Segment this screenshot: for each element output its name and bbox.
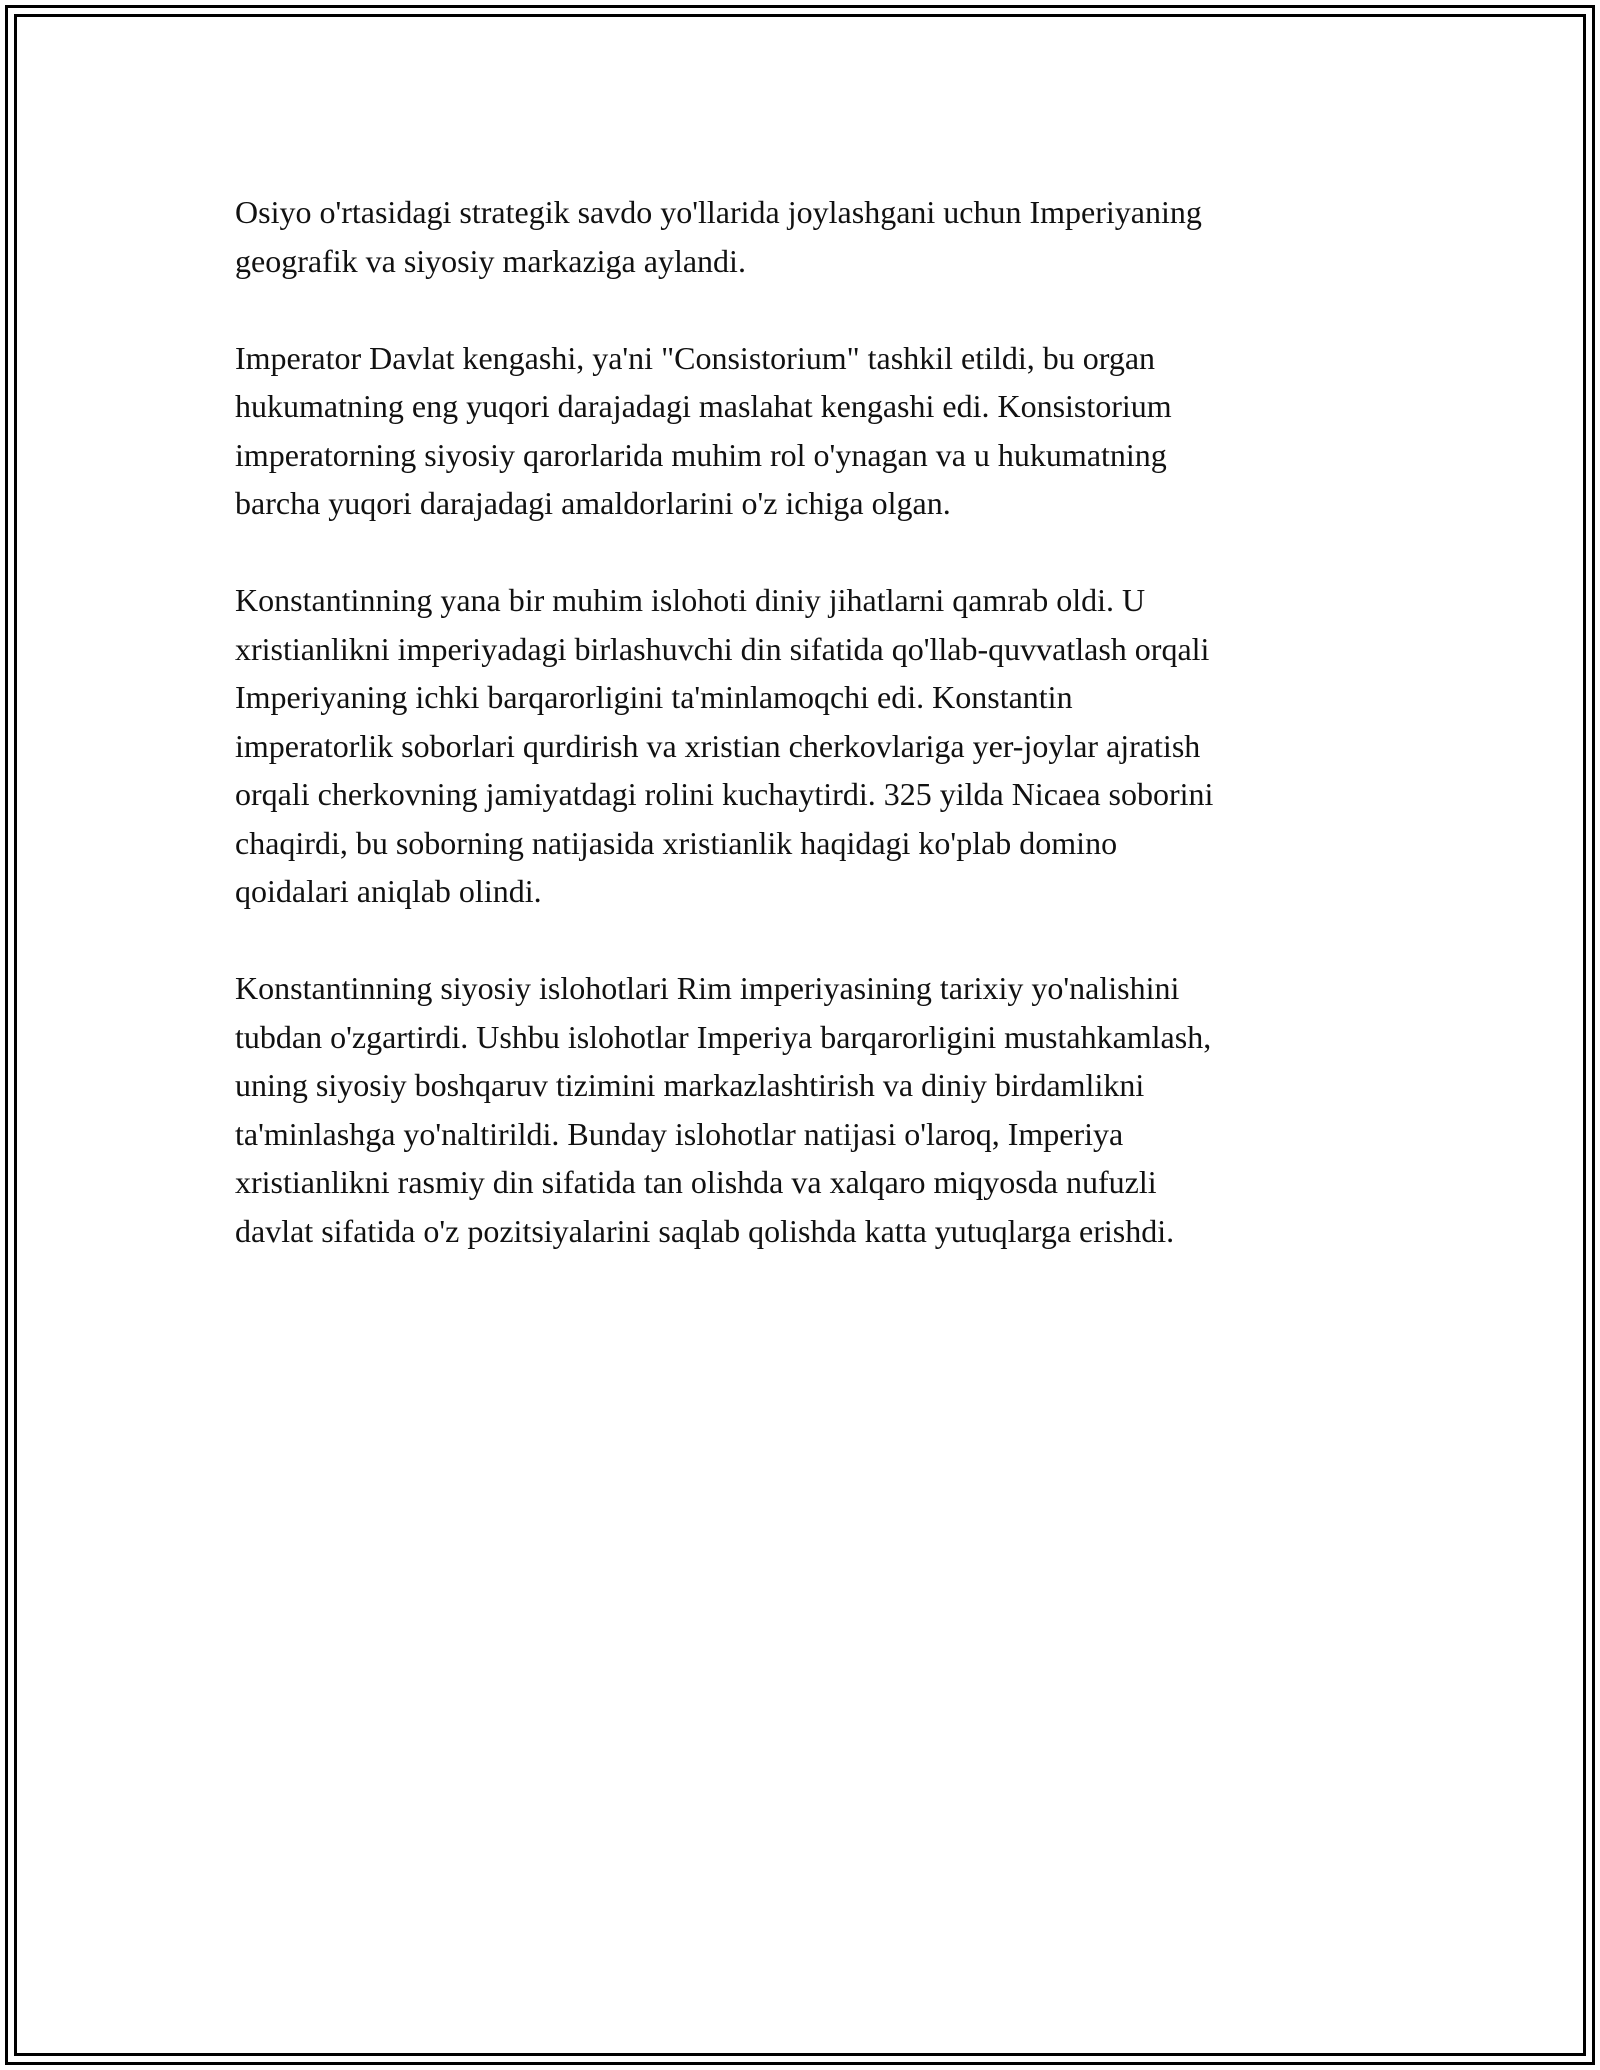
paragraph-1: Osiyo o'rtasidagi strategik savdo yo'llarida joylashgani uchun Imperiyaning geografik va siyosiy markaziga aylandi. (235, 194, 1202, 279)
paragraph-3: Konstantinning yana bir muhim islohoti diniy jihatlarni qamrab oldi. U xristianlikni imperiyadagi birlashuvchi din sifatida qo'llab-quvvatlash orqali Imperiyaning ichki barqarorligini ta'minlamoqchi edi. Konstantin imperatorlik soborlari qurdirish va xristian cherkovlariga yer-joylar ajratish orqali cherkovning jamiyatdagi rolini kuchaytirdi. 325 yilda Nicaea soborini chaqirdi, bu soborning natijasida xristianlik haqidagi ko'plab domino qoidalari aniqlab olindi. (235, 582, 1214, 909)
paragraph-2: Imperator Davlat kengashi, ya'ni "Consistorium" tashkil etildi, bu organ hukumatning eng yuqori darajadagi maslahat kengashi edi. Konsistorium imperatorning siyosiy qarorlarida muhim rol o'ynagan va u hukumatning barcha yuqori darajadagi amaldorlarini o'z ichiga olgan. (235, 339, 1172, 521)
document-body (235, 188, 1370, 1304)
paragraph-4: Konstantinning siyosiy islohotlari Rim imperiyasining tarixiy yo'nalishini tubdan o'zgartirdi. Ushbu islohotlar Imperiya barqarorligini mustahkamlash, uning siyosiy boshqaruv tizimini markazlashtirish va diniy birdamlikni ta'minlashga yo'naltirildi. Bunday islohotlar natijasi o'laroq, Imperiya xristianlikni rasmiy din sifatida tan olishda va xalqaro miqyosda nufuzli davlat sifatida o'z pozitsiyalarini saqlab qolishda katta yutuqlarga erishdi. (235, 970, 1212, 1249)
